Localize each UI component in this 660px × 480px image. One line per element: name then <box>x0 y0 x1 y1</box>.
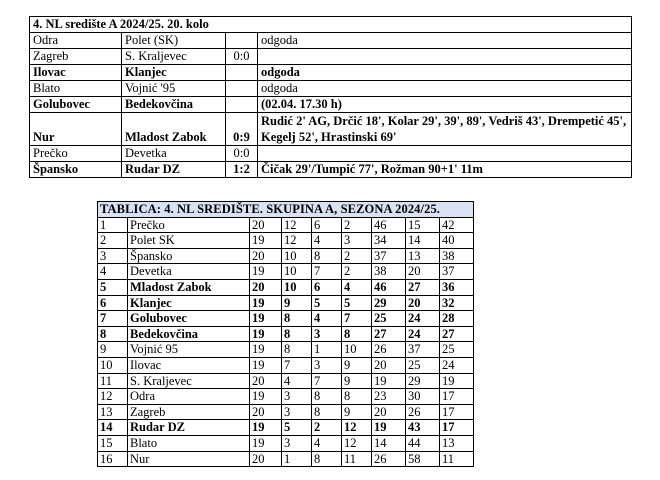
position: 6 <box>98 295 128 311</box>
team-name: Prečko <box>128 217 250 233</box>
draws: 4 <box>312 435 342 451</box>
position: 16 <box>98 451 128 467</box>
wins: 3 <box>282 435 312 451</box>
match-results-table <box>29 16 632 178</box>
wins: 10 <box>282 264 312 280</box>
goals-for: 23 <box>372 389 406 405</box>
wins: 3 <box>282 389 312 405</box>
goals-for: 19 <box>372 373 406 389</box>
match-details: odgoda <box>258 33 632 49</box>
standings-row <box>98 248 474 264</box>
draws: 8 <box>312 404 342 420</box>
goals-against: 37 <box>406 342 440 358</box>
goals-for: 46 <box>372 217 406 233</box>
match-row <box>30 33 632 49</box>
match-details: Rudić 2' AG, Drčić 18', Kolar 29', 39', 89', Vedriš 43', Drempetić 45', Kegelj 52', Hrastinski 69' <box>258 113 632 146</box>
wins: 5 <box>282 420 312 436</box>
draws: 7 <box>312 264 342 280</box>
home-team: Špansko <box>30 162 122 178</box>
team-name: Klanjec <box>128 295 250 311</box>
match-score: 0:9 <box>226 113 258 146</box>
home-team: Zagreb <box>30 49 122 65</box>
team-name: Bedekovčina <box>128 326 250 342</box>
match-details: (02.04. 17.30 h) <box>258 97 632 113</box>
home-team: Golubovec <box>30 97 122 113</box>
goals-for: 46 <box>372 279 406 295</box>
wins: 1 <box>282 451 312 467</box>
losses: 5 <box>342 295 372 311</box>
played: 20 <box>250 248 282 264</box>
match-row <box>30 113 632 146</box>
goals-for: 34 <box>372 233 406 249</box>
losses: 3 <box>342 233 372 249</box>
points: 36 <box>440 279 474 295</box>
goals-against: 20 <box>406 295 440 311</box>
points: 25 <box>440 342 474 358</box>
position: 13 <box>98 404 128 420</box>
standings-row <box>98 279 474 295</box>
wins: 9 <box>282 295 312 311</box>
played: 19 <box>250 357 282 373</box>
match-row <box>30 65 632 81</box>
goals-against: 44 <box>406 435 440 451</box>
goals-against: 20 <box>406 264 440 280</box>
match-details <box>258 146 632 162</box>
position: 1 <box>98 217 128 233</box>
goals-against: 30 <box>406 389 440 405</box>
goals-for: 14 <box>372 435 406 451</box>
losses: 8 <box>342 389 372 405</box>
points: 42 <box>440 217 474 233</box>
goals-for: 29 <box>372 295 406 311</box>
match-score <box>226 97 258 113</box>
draws: 5 <box>312 295 342 311</box>
draws: 8 <box>312 389 342 405</box>
points: 17 <box>440 404 474 420</box>
match-score: 1:2 <box>226 162 258 178</box>
losses: 2 <box>342 264 372 280</box>
match-row <box>30 81 632 97</box>
away-team: Mladost Zabok <box>122 113 226 146</box>
team-name: Nur <box>128 451 250 467</box>
played: 19 <box>250 264 282 280</box>
standings-row <box>98 311 474 327</box>
match-score <box>226 65 258 81</box>
team-name: Špansko <box>128 248 250 264</box>
team-name: S. Kraljevec <box>128 373 250 389</box>
match-score: 0:0 <box>226 146 258 162</box>
away-team: Vojnić '95 <box>122 81 226 97</box>
wins: 4 <box>282 373 312 389</box>
played: 19 <box>250 389 282 405</box>
standings-table <box>97 201 474 467</box>
match-score <box>226 81 258 97</box>
draws: 6 <box>312 217 342 233</box>
losses: 9 <box>342 404 372 420</box>
goals-against: 26 <box>406 404 440 420</box>
goals-against: 27 <box>406 279 440 295</box>
position: 7 <box>98 311 128 327</box>
position: 11 <box>98 373 128 389</box>
points: 19 <box>440 373 474 389</box>
draws: 3 <box>312 326 342 342</box>
losses: 9 <box>342 357 372 373</box>
position: 5 <box>98 279 128 295</box>
losses: 10 <box>342 342 372 358</box>
losses: 9 <box>342 373 372 389</box>
draws: 7 <box>312 373 342 389</box>
draws: 3 <box>312 357 342 373</box>
position: 10 <box>98 357 128 373</box>
position: 14 <box>98 420 128 436</box>
team-name: Odra <box>128 389 250 405</box>
standings-row <box>98 404 474 420</box>
points: 13 <box>440 435 474 451</box>
team-name: Rudar DZ <box>128 420 250 436</box>
losses: 12 <box>342 435 372 451</box>
played: 19 <box>250 420 282 436</box>
match-row <box>30 162 632 178</box>
points: 37 <box>440 264 474 280</box>
goals-against: 58 <box>406 451 440 467</box>
away-team: S. Kraljevec <box>122 49 226 65</box>
match-score <box>226 33 258 49</box>
standings-row <box>98 217 474 233</box>
played: 20 <box>250 217 282 233</box>
goals-against: 13 <box>406 248 440 264</box>
points: 40 <box>440 233 474 249</box>
away-team: Klanjec <box>122 65 226 81</box>
goals-against: 43 <box>406 420 440 436</box>
position: 8 <box>98 326 128 342</box>
away-team: Bedekovčina <box>122 97 226 113</box>
standings-row <box>98 342 474 358</box>
goals-against: 24 <box>406 326 440 342</box>
position: 12 <box>98 389 128 405</box>
team-name: Vojnić 95 <box>128 342 250 358</box>
goals-for: 38 <box>372 264 406 280</box>
results-title-row <box>30 17 632 33</box>
standings-title: TABLICA: 4. NL SREDIŠTE. SKUPINA A, SEZONA 2024/25. <box>98 202 474 218</box>
goals-for: 27 <box>372 326 406 342</box>
wins: 12 <box>282 217 312 233</box>
home-team: Ilovac <box>30 65 122 81</box>
position: 4 <box>98 264 128 280</box>
home-team: Prečko <box>30 146 122 162</box>
wins: 8 <box>282 311 312 327</box>
wins: 10 <box>282 279 312 295</box>
standings-row <box>98 451 474 467</box>
points: 17 <box>440 389 474 405</box>
losses: 11 <box>342 451 372 467</box>
match-details: odgoda <box>258 65 632 81</box>
losses: 2 <box>342 248 372 264</box>
losses: 7 <box>342 311 372 327</box>
match-details <box>258 49 632 65</box>
played: 19 <box>250 233 282 249</box>
draws: 8 <box>312 248 342 264</box>
standings-row <box>98 373 474 389</box>
position: 15 <box>98 435 128 451</box>
points: 17 <box>440 420 474 436</box>
played: 20 <box>250 279 282 295</box>
points: 27 <box>440 326 474 342</box>
goals-against: 24 <box>406 311 440 327</box>
losses: 4 <box>342 279 372 295</box>
played: 19 <box>250 326 282 342</box>
goals-against: 15 <box>406 217 440 233</box>
standings-row <box>98 420 474 436</box>
home-team: Odra <box>30 33 122 49</box>
points: 28 <box>440 311 474 327</box>
goals-for: 26 <box>372 451 406 467</box>
goals-for: 19 <box>372 420 406 436</box>
team-name: Polet SK <box>128 233 250 249</box>
points: 32 <box>440 295 474 311</box>
home-team: Blato <box>30 81 122 97</box>
position: 2 <box>98 233 128 249</box>
match-row <box>30 146 632 162</box>
wins: 7 <box>282 357 312 373</box>
match-details: Čičak 29'/Tumpić 77', Rožman 90+1' 11m <box>258 162 632 178</box>
standings-row <box>98 326 474 342</box>
match-score: 0:0 <box>226 49 258 65</box>
results-title: 4. NL središte A 2024/25. 20. kolo <box>30 17 632 33</box>
wins: 8 <box>282 326 312 342</box>
losses: 2 <box>342 217 372 233</box>
position: 9 <box>98 342 128 358</box>
goals-for: 20 <box>372 404 406 420</box>
standings-row <box>98 295 474 311</box>
wins: 8 <box>282 342 312 358</box>
points: 38 <box>440 248 474 264</box>
team-name: Mladost Zabok <box>128 279 250 295</box>
played: 19 <box>250 342 282 358</box>
draws: 8 <box>312 451 342 467</box>
away-team: Devetka <box>122 146 226 162</box>
draws: 6 <box>312 279 342 295</box>
draws: 1 <box>312 342 342 358</box>
played: 20 <box>250 451 282 467</box>
standings-row <box>98 264 474 280</box>
draws: 4 <box>312 233 342 249</box>
standings-row <box>98 357 474 373</box>
standings-row <box>98 233 474 249</box>
goals-against: 29 <box>406 373 440 389</box>
home-team: Nur <box>30 113 122 146</box>
match-details: odgoda <box>258 81 632 97</box>
draws: 4 <box>312 311 342 327</box>
wins: 3 <box>282 404 312 420</box>
goals-for: 26 <box>372 342 406 358</box>
goals-for: 25 <box>372 311 406 327</box>
standings-title-row <box>98 202 474 218</box>
points: 11 <box>440 451 474 467</box>
match-row <box>30 97 632 113</box>
standings-row <box>98 389 474 405</box>
team-name: Devetka <box>128 264 250 280</box>
goals-for: 20 <box>372 357 406 373</box>
wins: 12 <box>282 233 312 249</box>
played: 19 <box>250 435 282 451</box>
played: 20 <box>250 404 282 420</box>
standings-row <box>98 435 474 451</box>
losses: 8 <box>342 326 372 342</box>
goals-against: 14 <box>406 233 440 249</box>
played: 19 <box>250 311 282 327</box>
team-name: Blato <box>128 435 250 451</box>
draws: 2 <box>312 420 342 436</box>
away-team: Polet (SK) <box>122 33 226 49</box>
losses: 12 <box>342 420 372 436</box>
match-row <box>30 49 632 65</box>
team-name: Zagreb <box>128 404 250 420</box>
goals-for: 37 <box>372 248 406 264</box>
played: 20 <box>250 373 282 389</box>
team-name: Golubovec <box>128 311 250 327</box>
position: 3 <box>98 248 128 264</box>
away-team: Rudar DZ <box>122 162 226 178</box>
goals-against: 25 <box>406 357 440 373</box>
wins: 10 <box>282 248 312 264</box>
team-name: Ilovac <box>128 357 250 373</box>
played: 19 <box>250 295 282 311</box>
points: 24 <box>440 357 474 373</box>
